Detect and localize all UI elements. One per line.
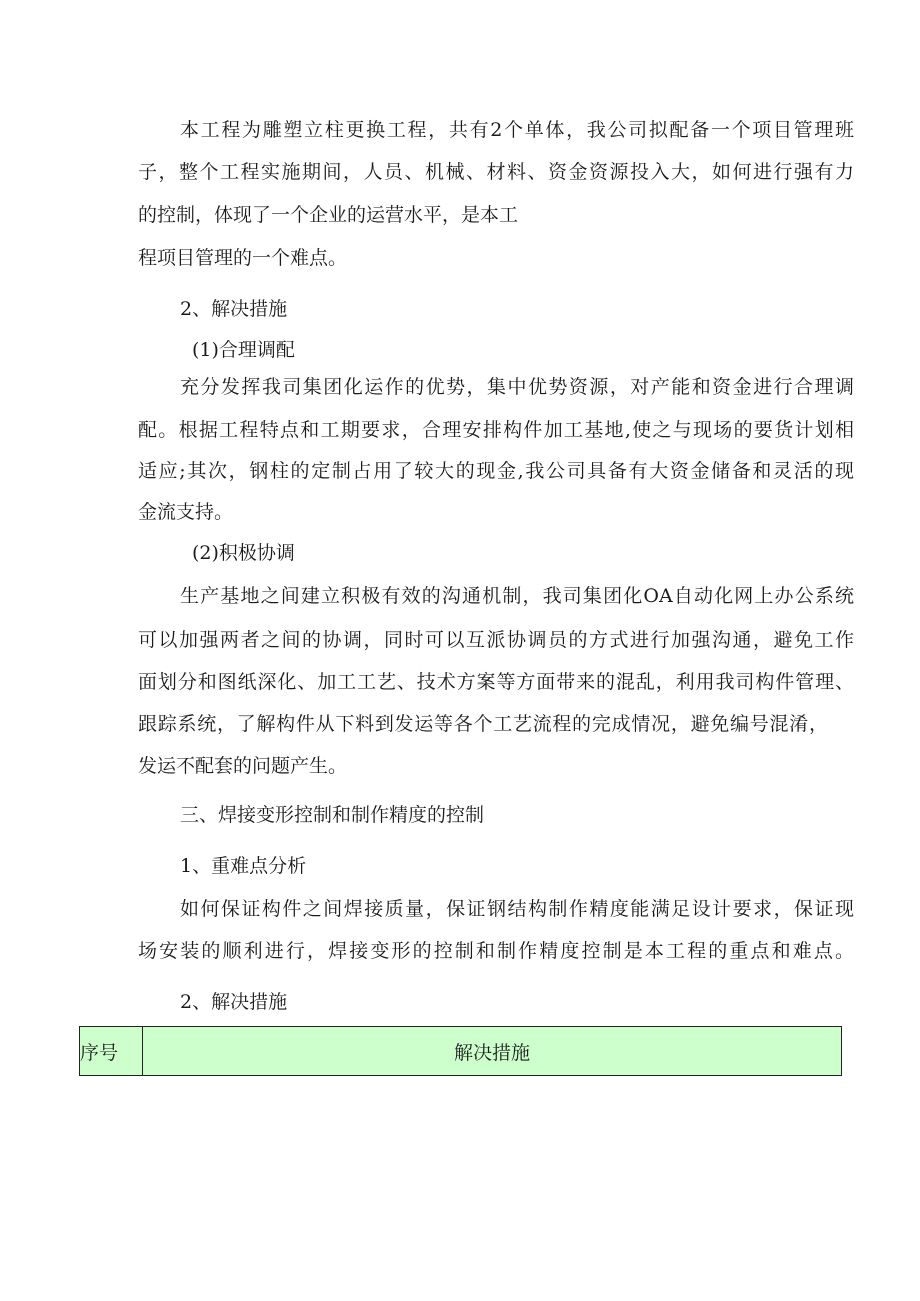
paragraph-line: 程项目管理的一个难点。 — [138, 247, 348, 269]
heading-solution: 2、解决措施 — [180, 991, 288, 1013]
paragraph-line: 面划分和图纸深化、加工工艺、技术方案等方面带来的混乱，利用我司构件管理、 — [138, 671, 854, 693]
table-header-row — [80, 1027, 842, 1076]
heading-solution: 2、解决措施 — [180, 298, 288, 320]
measures-table — [79, 1026, 842, 1076]
paragraph-line: 生产基地之间建立积极有效的沟通机制，我司集团化OA自动化网上办公系统 — [180, 585, 854, 607]
section-heading: 三、焊接变形控制和制作精度的控制 — [180, 804, 485, 826]
paragraph-line: 金流支持。 — [138, 501, 234, 523]
header-cell-measures: 解决措施 — [143, 1027, 842, 1076]
heading-analysis: 1、重难点分析 — [180, 855, 307, 877]
paragraph-line: 场安装的顺利进行，焊接变形的控制和制作精度控制是本工程的重点和难点。 — [138, 940, 854, 962]
paragraph-line: 如何保证构件之间焊接质量，保证钢结构制作精度能满足设计要求，保证现 — [180, 898, 854, 920]
header-cell-no: 序号 — [80, 1027, 143, 1076]
paragraph-line: 配。根据工程特点和工期要求，合理安排构件加工基地,使之与现场的要货计划相 — [138, 419, 854, 441]
subheading: (2)积极协调 — [192, 542, 295, 564]
subheading: (1)合理调配 — [192, 339, 295, 361]
paragraph-line: 本工程为雕塑立柱更换工程，共有2个单体，我公司拟配备一个项目管理班 — [180, 119, 854, 141]
paragraph-line: 的控制，体现了一个企业的运营水平，是本工 — [138, 204, 519, 226]
paragraph-line: 发运不配套的问题产生。 — [138, 755, 348, 777]
paragraph-line: 跟踪系统，了解构件从下料到发运等各个工艺流程的完成情况，避免编号混淆， — [138, 713, 828, 735]
paragraph-line: 子，整个工程实施期间，人员、机械、材料、资金资源投入大，如何进行强有力 — [138, 161, 854, 183]
paragraph-line: 适应;其次，钢柱的定制占用了较大的现金,我公司具备有大资金储备和灵活的现 — [138, 460, 854, 482]
paragraph-line: 充分发挥我司集团化运作的优势，集中优势资源，对产能和资金进行合理调 — [180, 376, 854, 398]
paragraph-line: 可以加强两者之间的协调，同时可以互派协调员的方式进行加强沟通，避免工作 — [138, 629, 854, 651]
